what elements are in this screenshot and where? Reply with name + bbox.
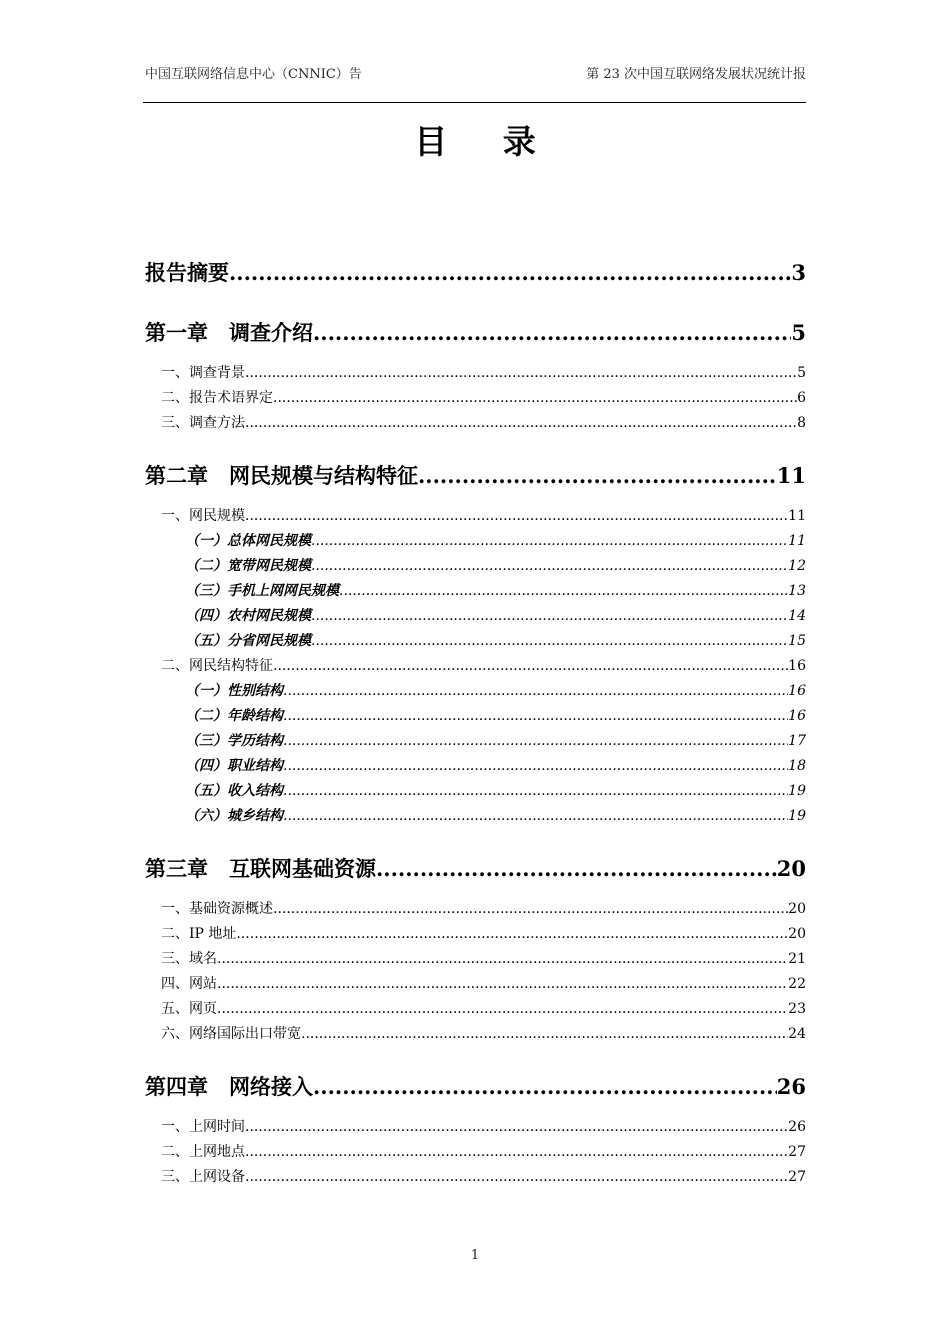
header-left-text: 中国互联网络信息中心（CNNIC）告 bbox=[145, 67, 362, 82]
toc-entry-chapter-4[interactable] bbox=[145, 1071, 806, 1103]
toc-entry-section[interactable] bbox=[145, 504, 806, 529]
toc-entry-chapter-2[interactable] bbox=[145, 460, 806, 492]
toc-entry-section[interactable] bbox=[145, 1165, 806, 1190]
toc-entry-subsection[interactable] bbox=[145, 704, 806, 729]
toc-page-number: 8 bbox=[797, 415, 806, 431]
header-divider bbox=[143, 102, 806, 103]
toc-page-number: 12 bbox=[788, 558, 806, 574]
dot-leader bbox=[217, 997, 788, 1022]
toc-page-number: 16 bbox=[788, 658, 806, 674]
toc-entry-label: 二、IP 地址 bbox=[161, 926, 237, 942]
toc-page-number: 11 bbox=[788, 508, 806, 524]
toc-entry-label: 六、网络国际出口带宽 bbox=[161, 1026, 301, 1042]
toc-page-number: 22 bbox=[788, 976, 806, 992]
dot-leader bbox=[229, 257, 791, 289]
toc-entry-label: （二）宽带网民规模 bbox=[185, 558, 311, 574]
table-of-contents bbox=[145, 257, 806, 1190]
dot-leader bbox=[217, 972, 788, 997]
dot-leader bbox=[283, 679, 788, 704]
toc-entry-label: 报告摘要 bbox=[145, 260, 229, 285]
toc-entry-summary[interactable] bbox=[145, 257, 806, 289]
toc-entry-label: （五）分省网民规模 bbox=[185, 633, 311, 649]
toc-entry-subsection[interactable] bbox=[145, 579, 806, 604]
toc-entry-label: 四、网站 bbox=[161, 976, 217, 992]
toc-entry-label: 三、上网设备 bbox=[161, 1169, 245, 1185]
toc-entry-section[interactable] bbox=[145, 947, 806, 972]
toc-entry-chapter-1[interactable] bbox=[145, 317, 806, 349]
toc-entry-label: 二、网民结构特征 bbox=[161, 658, 273, 674]
toc-entry-subsection[interactable] bbox=[145, 629, 806, 654]
toc-entry-label: 二、报告术语界定 bbox=[161, 390, 273, 406]
dot-leader bbox=[273, 654, 788, 679]
toc-page-number: 3 bbox=[791, 260, 806, 285]
toc-entry-label: 五、网页 bbox=[161, 1001, 217, 1017]
dot-leader bbox=[283, 779, 788, 804]
toc-entry-label: 第一章 调查介绍 bbox=[145, 320, 313, 345]
dot-leader bbox=[283, 804, 788, 829]
toc-entry-section[interactable] bbox=[145, 361, 806, 386]
toc-page-number: 19 bbox=[788, 808, 806, 824]
dot-leader bbox=[311, 529, 788, 554]
toc-entry-label: （六）城乡结构 bbox=[185, 808, 283, 824]
toc-entry-label: 三、调查方法 bbox=[161, 415, 245, 431]
toc-entry-section[interactable] bbox=[145, 654, 806, 679]
toc-entry-label: 第四章 网络接入 bbox=[145, 1074, 313, 1099]
dot-leader bbox=[283, 729, 788, 754]
toc-entry-subsection[interactable] bbox=[145, 529, 806, 554]
toc-entry-subsection[interactable] bbox=[145, 754, 806, 779]
page-title: 目 录 bbox=[414, 122, 558, 161]
toc-page-number: 23 bbox=[788, 1001, 806, 1017]
toc-page-number: 14 bbox=[788, 608, 806, 624]
dot-leader bbox=[311, 629, 788, 654]
toc-entry-label: 一、基础资源概述 bbox=[161, 901, 273, 917]
header-right-text: 第 23 次中国互联网络发展状况统计报 bbox=[586, 67, 806, 82]
toc-entry-section[interactable] bbox=[145, 997, 806, 1022]
dot-leader bbox=[245, 1140, 788, 1165]
toc-page-number: 11 bbox=[776, 463, 806, 488]
dot-leader bbox=[313, 317, 791, 349]
toc-page-number: 17 bbox=[788, 733, 806, 749]
dot-leader bbox=[273, 386, 797, 411]
toc-entry-section[interactable] bbox=[145, 386, 806, 411]
toc-page-number: 20 bbox=[776, 856, 806, 881]
toc-page-number: 20 bbox=[788, 926, 806, 942]
dot-leader bbox=[283, 704, 788, 729]
toc-entry-section[interactable] bbox=[145, 897, 806, 922]
dot-leader bbox=[283, 754, 788, 779]
toc-page-number: 15 bbox=[788, 633, 806, 649]
toc-entry-label: （四）农村网民规模 bbox=[185, 608, 311, 624]
dot-leader bbox=[311, 554, 788, 579]
dot-leader bbox=[273, 897, 788, 922]
toc-entry-section[interactable] bbox=[145, 1115, 806, 1140]
dot-leader bbox=[236, 922, 788, 947]
toc-entry-section[interactable] bbox=[145, 411, 806, 436]
toc-page-number: 20 bbox=[788, 901, 806, 917]
dot-leader bbox=[245, 1115, 788, 1140]
toc-page-number: 24 bbox=[788, 1026, 806, 1042]
dot-leader bbox=[245, 1165, 788, 1190]
dot-leader bbox=[245, 504, 788, 529]
toc-entry-label: 二、上网地点 bbox=[161, 1144, 245, 1160]
toc-page-number: 6 bbox=[797, 390, 806, 406]
toc-entry-label: 一、调查背景 bbox=[161, 365, 245, 381]
dot-leader bbox=[339, 579, 788, 604]
toc-page-number: 5 bbox=[797, 365, 806, 381]
toc-entry-subsection[interactable] bbox=[145, 604, 806, 629]
toc-entry-subsection[interactable] bbox=[145, 554, 806, 579]
dot-leader bbox=[313, 1071, 777, 1103]
dot-leader bbox=[376, 853, 777, 885]
toc-page-number: 26 bbox=[788, 1119, 806, 1135]
toc-entry-label: 第三章 互联网基础资源 bbox=[145, 856, 376, 881]
page-number: 1 bbox=[470, 1248, 480, 1263]
toc-page-number: 27 bbox=[788, 1144, 806, 1160]
dot-leader bbox=[245, 411, 797, 436]
dot-leader bbox=[311, 604, 788, 629]
toc-page-number: 5 bbox=[791, 320, 806, 345]
toc-page-number: 26 bbox=[776, 1074, 806, 1099]
toc-page-number: 19 bbox=[788, 783, 806, 799]
dot-leader bbox=[301, 1022, 788, 1047]
toc-page-number: 16 bbox=[788, 683, 806, 699]
page-footer bbox=[0, 1248, 950, 1263]
toc-entry-label: （四）职业结构 bbox=[185, 758, 283, 774]
toc-page-number: 18 bbox=[788, 758, 806, 774]
dot-leader bbox=[245, 361, 797, 386]
toc-entry-chapter-3[interactable] bbox=[145, 853, 806, 885]
toc-page-number: 11 bbox=[788, 533, 806, 549]
dot-leader bbox=[217, 947, 788, 972]
toc-entry-subsection[interactable] bbox=[145, 804, 806, 829]
toc-entry-subsection[interactable] bbox=[145, 729, 806, 754]
toc-entry-label: 一、上网时间 bbox=[161, 1119, 245, 1135]
toc-entry-subsection[interactable] bbox=[145, 679, 806, 704]
toc-entry-section[interactable] bbox=[145, 922, 806, 947]
toc-entry-label: （三）学历结构 bbox=[185, 733, 283, 749]
toc-entry-label: （二）年龄结构 bbox=[185, 708, 283, 724]
toc-page-number: 21 bbox=[788, 951, 806, 967]
toc-entry-label: 三、域名 bbox=[161, 951, 217, 967]
toc-entry-section[interactable] bbox=[145, 1140, 806, 1165]
dot-leader bbox=[418, 460, 777, 492]
toc-entry-label: （一）性别结构 bbox=[185, 683, 283, 699]
toc-entry-label: 一、网民规模 bbox=[161, 508, 245, 524]
toc-entry-label: （五）收入结构 bbox=[185, 783, 283, 799]
toc-entry-section[interactable] bbox=[145, 972, 806, 997]
toc-entry-label: （三）手机上网网民规模 bbox=[185, 583, 339, 599]
toc-page-number: 16 bbox=[788, 708, 806, 724]
toc-entry-label: 第二章 网民规模与结构特征 bbox=[145, 463, 418, 488]
toc-page-number: 13 bbox=[788, 583, 806, 599]
toc-entry-section[interactable] bbox=[145, 1022, 806, 1047]
toc-entry-subsection[interactable] bbox=[145, 779, 806, 804]
toc-entry-label: （一）总体网民规模 bbox=[185, 533, 311, 549]
toc-page-number: 27 bbox=[788, 1169, 806, 1185]
